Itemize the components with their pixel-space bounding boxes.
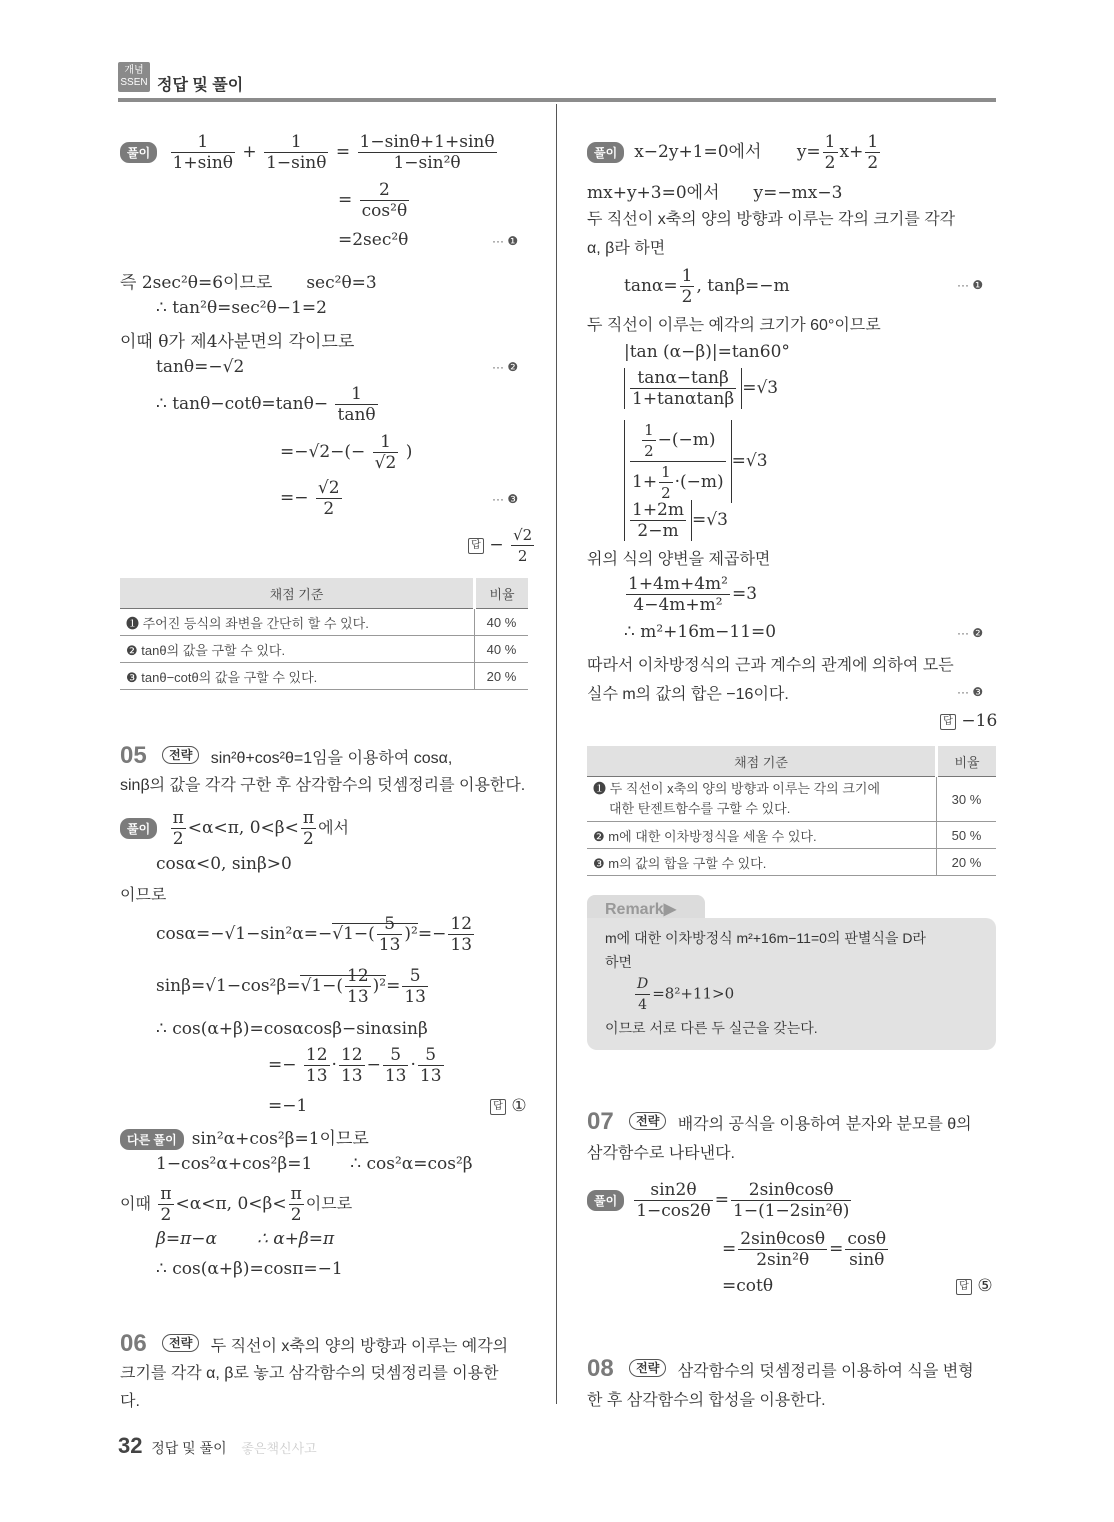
problem-number: 07 [587, 1108, 614, 1135]
table-header-ratio: 비율 [937, 746, 997, 777]
q05-sum2: =− $\frac{12}{13}$ · $\frac{12}{13}$ − $\frac{5}{13}$ · $\frac{5}{13}$ [268, 1045, 442, 1086]
q06-sol-line1: 풀이 x−2y+1=0에서 y= $\frac{1}{2}$ x+ $\frac{1}{2}$ [587, 132, 882, 173]
q05-cos-alpha: cosα=−√1−sin²α=−√1−( $\frac{5}{13}$ )²=− $\frac{12}{13}$ [156, 914, 473, 955]
fraction: $\frac{1}{1+\sin\theta}$ [172, 132, 233, 173]
table-header-criteria: 채점 기준 [587, 746, 937, 777]
fraction: $\frac{2}{\text{cos²θ}}$ [361, 180, 408, 221]
fraction: $\frac{5}{13}$ [378, 914, 401, 955]
page-footer [118, 1433, 317, 1459]
q06-sol-line4: α, β라 하면 [587, 240, 666, 257]
q05-strategy-line2: sinβ의 값을 각각 구한 후 삼각함수의 덧셈정리를 이용한다. [120, 777, 526, 794]
q05-alt-line3: 이때 $\frac{\pi}{2}$ <α<π, 0<β< $\frac{\pi}{2}$ 이므로 [120, 1184, 353, 1225]
fraction: $\frac{12}{13}$ [305, 1045, 328, 1086]
q06-sol-line14: 따라서 이차방정식의 근과 계수의 관계에 의하여 모든 [587, 657, 954, 674]
step-marker-2: ··· ❷ [957, 626, 984, 640]
q04-line5: ∴ tan²θ=sec²θ−1=2 [156, 298, 327, 318]
fraction: $\frac{5}{13}$ [419, 1045, 442, 1086]
q04-line7: tanθ=−√2 [156, 357, 245, 377]
answer-icon: 답 [940, 714, 956, 730]
fraction: $\frac{2\sin\theta\cos\theta}{\text{2sin²θ}}$ [740, 1229, 826, 1270]
solution-badge: 풀이 [587, 142, 624, 163]
q07-sol-line2: = $\frac{2\sin\theta\cos\theta}{\text{2sin²θ}}$ = $\frac{\cos\theta}{\sin\theta}$ [722, 1229, 887, 1270]
fraction: $\frac{\pi}{2}$ [290, 1184, 302, 1225]
q06-sol-line6: 두 직선이 이루는 예각의 크기가 60°이므로 [587, 317, 881, 334]
q06-heading: 06 전략 두 직선이 x축의 양의 방향과 이루는 예각의 [120, 1330, 509, 1357]
fraction: $\frac{√2}{2}$ [317, 478, 340, 519]
header-title: 정답 및 풀이 [157, 77, 244, 94]
fraction: $\frac{1}{1-\sin\theta}$ [266, 132, 327, 173]
step-marker-1: ··· ❶ [957, 278, 984, 292]
fraction: $\frac{1}{2}$ [681, 266, 693, 307]
fraction: $\frac{12}{13}$ [450, 914, 473, 955]
step-marker-3: ··· ❸ [957, 685, 984, 699]
fraction: $\frac{1}{2}$ −(−m) 1+ $\frac{1}{2}$ ·(−m) [632, 421, 724, 502]
remark-line3: $\frac{D}{4}$ =8²+11>0 [637, 976, 735, 1013]
fraction: $\frac{\pi}{2}$ [172, 808, 184, 849]
q05-line2: cosα<0, sinβ>0 [156, 854, 292, 874]
q06-strategy-line3: 다. [120, 1393, 140, 1410]
fraction: $\frac{5}{13}$ [384, 1045, 407, 1086]
q05-alt-line4: β=π−α ∴ α+β=π [156, 1229, 335, 1249]
q05-condition: 풀이 $\frac{\pi}{2}$ <α<π, 0<β< $\frac{\pi}{2}$ 에서 [120, 808, 349, 849]
remark-line4: 이므로 서로 다른 두 실근을 갖는다. [605, 1020, 818, 1036]
q06-grading-table [587, 746, 996, 876]
q07-sol-line1: 풀이 $\frac{\sin 2\theta}{1-\cos 2\theta}$ = $\frac{2\sin\theta\cos\theta}{\text{1−(1−2sin²θ)}}$ [587, 1180, 853, 1221]
remark-line1: m에 대한 이차방정식 m²+16m−11=0의 판별식을 D라 [605, 930, 926, 946]
table-row: ❷ tanθ의 값을 구할 수 있다. 40 % [120, 636, 528, 663]
q06-sol-line5: tanα= $\frac{1}{2}$ , tanβ=−m [624, 266, 790, 307]
logo-line2: SSEN [120, 77, 148, 88]
q05-alt-line1: 다른 풀이 sin²α+cos²β=1이므로 [120, 1124, 369, 1150]
q08-strategy-line2: 한 후 삼각함수의 합성을 이용한다. [587, 1392, 826, 1409]
q04-line6: 이때 θ가 제4사분면의 각이므로 [120, 332, 355, 352]
step-marker-2: ··· ❷ [492, 360, 519, 374]
fraction: $\frac{\cos\theta}{\sin\theta}$ [847, 1229, 887, 1270]
q04-line2: = $\frac{2}{\text{cos²θ}}$ [338, 180, 408, 221]
fraction: $\frac{1}{2}$ [867, 132, 879, 173]
problem-number: 06 [120, 1330, 147, 1357]
q05-alt-line5: ∴ cos(α+β)=cosπ=−1 [156, 1259, 343, 1279]
fraction: $\frac{2\sin\theta\cos\theta}{\text{1−(1−2sin²θ)}}$ [733, 1180, 850, 1221]
remark-box [587, 918, 996, 1050]
q06-sol-line10: $\frac{1+2m}{2-m}$ =√3 [624, 500, 728, 541]
q05-alt-line2: 1−cos²α+cos²β=1 ∴ cos²α=cos²β [156, 1154, 473, 1174]
problem-number: 05 [120, 742, 147, 769]
q04-line9: =−√2−(− $\frac{1}{√2}$ ) [280, 432, 413, 473]
q06-sol-line7: |tan (α−β)|=tan60° [624, 342, 790, 362]
fraction: $\frac{√2}{2}$ [513, 526, 533, 565]
q05-sum1: ∴ cos(α+β)=cosαcosβ−sinαsinβ [156, 1019, 428, 1039]
q07-answer: 답 ⑤ [956, 1276, 993, 1296]
fraction: $\frac{1+2m}{2-m}$ [632, 500, 684, 541]
fraction: $\frac{1}{\tan\theta}$ [337, 384, 376, 425]
header-rule [118, 98, 996, 102]
series-logo [118, 62, 150, 92]
q05-answer: 답 ① [490, 1096, 527, 1116]
q06-sol-line15: 실수 m의 값의 합은 −16이다. [587, 686, 789, 703]
q04-line4: 즉 2sec²θ=6이므로 sec²θ=3 [120, 273, 377, 293]
strategy-badge: 전략 [162, 1334, 199, 1352]
page-number: 32 [118, 1433, 143, 1458]
table-row: ❸ tanθ−cotθ의 값을 구할 수 있다. 20 % [120, 663, 528, 690]
logo-line1: 개념 [124, 65, 144, 76]
q04-line8: ∴ tanθ−cotθ=tanθ− $\frac{1}{\tan\theta}$ [156, 384, 376, 425]
fraction: $\frac{\sin 2\theta}{1-\cos 2\theta}$ [636, 1180, 711, 1221]
answer-icon: 답 [490, 1099, 506, 1115]
fraction: $\frac{\pi}{2}$ [160, 1184, 172, 1225]
q04-solution-line1: 풀이 $\frac{1}{1+\sin\theta}$ + $\frac{1}{1-\sin\theta}$ = $\frac{1-\sin\theta+1+\sin\theta}{\text{1−sin²θ}}$ [120, 132, 499, 173]
q07-heading: 07 전략 배각의 공식을 이용하여 분자와 분모를 θ의 [587, 1108, 972, 1135]
fraction: $\frac{1}{2}$ [824, 132, 836, 173]
q05-heading: 05 전략 sin²θ+cos²θ=1임을 이용하여 cosα, [120, 742, 453, 769]
fraction: $\frac{5}{13}$ [404, 966, 426, 1007]
q06-sol-line8: $\frac{\tan\alpha-\tan\beta}{1+\tan\alpha\tan\beta}$ =√3 [624, 368, 778, 409]
fraction: $\frac{1-\sin\theta+1+\sin\theta}{\text{1−sin²θ}}$ [359, 132, 495, 173]
footer-label: 정답 및 풀이 [151, 1440, 227, 1456]
q08-heading: 08 전략 삼각함수의 덧셈정리를 이용하여 식을 변형 [587, 1355, 974, 1382]
q05-sum3: =−1 [268, 1096, 308, 1116]
q06-sol-line2: mx+y+3=0에서 y=−mx−3 [587, 183, 843, 203]
table-row: ❸ m의 값의 합을 구할 수 있다. 20 % [587, 849, 996, 876]
solution-badge: 풀이 [120, 818, 157, 839]
q06-sol-line9: $\frac{1}{2}$ −(−m) 1+ $\frac{1}{2}$ ·(−m) =√3 [624, 420, 768, 503]
strategy-badge: 전략 [629, 1359, 666, 1377]
q07-sol-line3: =cotθ [722, 1276, 774, 1296]
q05-line3: 이므로 [120, 887, 167, 904]
problem-number: 08 [587, 1355, 614, 1382]
publisher-watermark: 좋은책신사고 [241, 1441, 317, 1456]
table-row: ❷ m에 대한 이차방정식을 세울 수 있다. 50 % [587, 822, 996, 849]
table-header-ratio: 비율 [475, 578, 529, 609]
step-marker-1: ··· ❶ [492, 234, 519, 248]
table-row: ❶ 주어진 등식의 좌변을 간단히 할 수 있다. 40 % [120, 609, 528, 636]
fraction: $\frac{12}{13}$ [347, 966, 369, 1007]
strategy-badge: 전략 [629, 1112, 666, 1130]
alt-solution-badge: 다른 풀이 [120, 1129, 184, 1150]
q04-line10: =− $\frac{√2}{2}$ [280, 478, 340, 519]
fraction: $\frac{\text{1+4m+4m²}}{\text{4−4m+m²}}$ [628, 574, 728, 615]
answer-icon: 답 [956, 1279, 972, 1295]
fraction: $\frac{1}{√2}$ [374, 432, 397, 473]
fraction: $\frac{\pi}{2}$ [302, 808, 315, 849]
q06-sol-line13: ∴ m²+16m−11=0 [624, 622, 777, 642]
remark-line2: 하면 [605, 954, 633, 970]
remark-tab: Remark▶ [587, 895, 705, 921]
fraction: $\frac{12}{13}$ [340, 1045, 363, 1086]
q06-answer: 답 −16 [940, 711, 997, 731]
q06-sol-line12: $\frac{\text{1+4m+4m²}}{\text{4−4m+m²}}$ =3 [628, 574, 758, 615]
table-header-criteria: 채점 기준 [120, 578, 475, 609]
strategy-badge: 전략 [162, 746, 199, 764]
fraction: $\frac{D}{4}$ [637, 976, 649, 1013]
table-row: ❶ 두 직선이 x축의 양의 방향과 이루는 각의 크기에 대한 탄젠트함수를 구할 수 있다. 30 % [587, 777, 996, 822]
answer-icon: 답 [468, 538, 484, 554]
q04-grading-table [120, 578, 528, 690]
q06-strategy-line2: 크기를 각각 α, β로 놓고 삼각함수의 덧셈정리를 이용한 [120, 1365, 499, 1382]
solution-badge: 풀이 [120, 142, 157, 163]
q05-sin-beta: sinβ=√1−cos²β=√1−( $\frac{12}{13}$ )²= $\frac{5}{13}$ [156, 966, 426, 1007]
column-divider [556, 104, 557, 1404]
q06-sol-line11: 위의 식의 양변을 제곱하면 [587, 551, 771, 568]
fraction: $\frac{\tan\alpha-\tan\beta}{1+\tan\alpha\tan\beta}$ [632, 368, 735, 409]
q07-strategy-line2: 삼각함수로 나타낸다. [587, 1145, 735, 1162]
solution-badge: 풀이 [587, 1190, 624, 1211]
q04-line3: =2sec²θ [338, 230, 409, 250]
step-marker-3: ··· ❸ [492, 492, 519, 506]
q06-sol-line3: 두 직선이 x축의 양의 방향과 이루는 각의 크기를 각각 [587, 211, 956, 228]
q04-answer: 답 − $\frac{√2}{2}$ [468, 525, 536, 566]
